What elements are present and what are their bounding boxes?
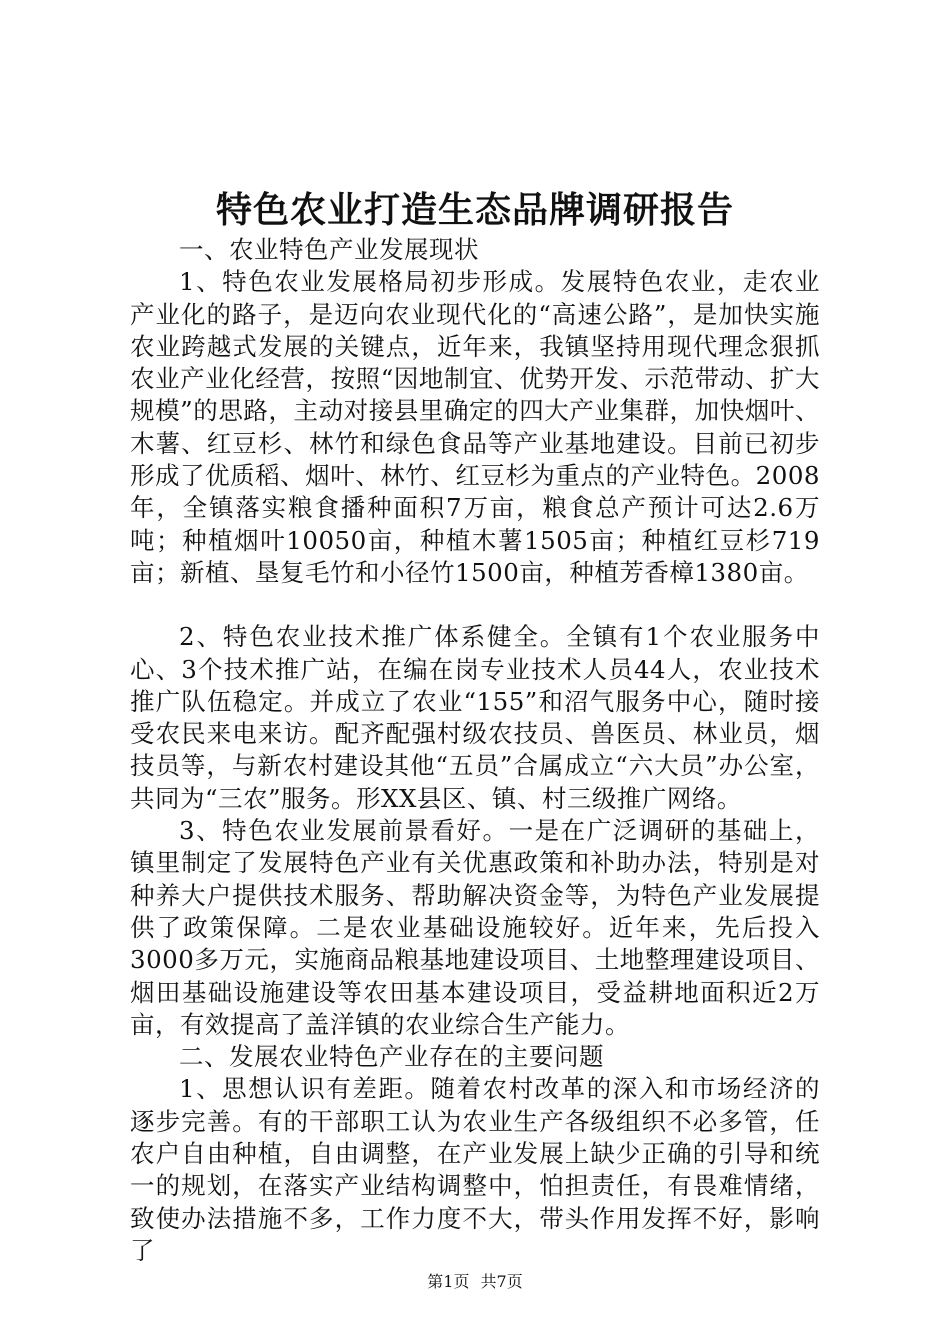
paragraph-3: 3、特色农业发展前景看好。一是在广泛调研的基础上，镇里制定了发展特色产业有关优惠政策和补助办法，特别是对种养大户提供技术服务、帮助解决资金等，为特色产业发展提供了政策保障。二是农业基础设施较好。近年来，先后投入3000多万元，实施商品粮基地建设项目、土地整理建设项目、烟田基础设施建设等农田基本建设项目，受益耕地面积近2万亩，有效提高了盖洋镇的农业综合生产能力。 (130, 816, 820, 1039)
document-title: 特色农业打造生态品牌调研报告 (215, 189, 734, 231)
paragraph-4: 1、思想认识有差距。随着农村改革的深入和市场经济的逐步完善。有的干部职工认为农业生产各级组织不必多管，任农户自由种植，自由调整，在产业发展上缺少正确的引导和统一的规划，在落实产业结构调整中，怕担责任，有畏难情绪，致使办法措施不多，工作力度不大，带头作用发挥不好，影响了 (130, 1074, 820, 1265)
paragraph-1: 1、特色农业发展格局初步形成。发展特色农业，走农业产业化的路子，是迈向农业现代化的“高速公路”，是加快实施农业跨越式发展的关键点，近年来，我镇坚持用现代理念狠抓农业产业化经营，按照“因地制宜、优势开发、示范带动、扩大规模”的思路，主动对接县里确定的四大产业集群，加快烟叶、木薯、红豆杉、林竹和绿色食品等产业基地建设。目前已初步形成了优质稻、烟叶、林竹、红豆杉为重点的产业特色。2008年，全镇落实粮食播种面积7万亩，粮食总产预计可达2.6万吨；种植烟叶10050亩，种植木薯1505亩；种植红豆杉719亩；新植、垦复毛竹和小径竹1500亩，种植芳香樟1380亩。 (130, 267, 820, 587)
page-number: 第1页 (427, 1272, 470, 1291)
section-heading-1: 一、农业特色产业发展现状 (179, 235, 479, 264)
page-footer (0, 1272, 950, 1292)
section-heading-2: 二、发展农业特色产业存在的主要问题 (179, 1042, 604, 1072)
page-total: 共7页 (480, 1272, 523, 1291)
document-body (130, 234, 820, 1267)
paragraph-2: 2、特色农业技术推广体系健全。全镇有1个农业服务中心、3个技术推广站，在编在岗专业技术人员44人，农业技术推广队伍稳定。并成立了农业“155”和沼气服务中心，随时接受农民来电来访。配齐配强村级农技员、兽医员、林业员，烟技员等，与新农村建设其他“五员”合属成立“六大员”办公室，共同为“三农”服务。形XX县区、镇、村三级推广网络。 (130, 622, 820, 813)
